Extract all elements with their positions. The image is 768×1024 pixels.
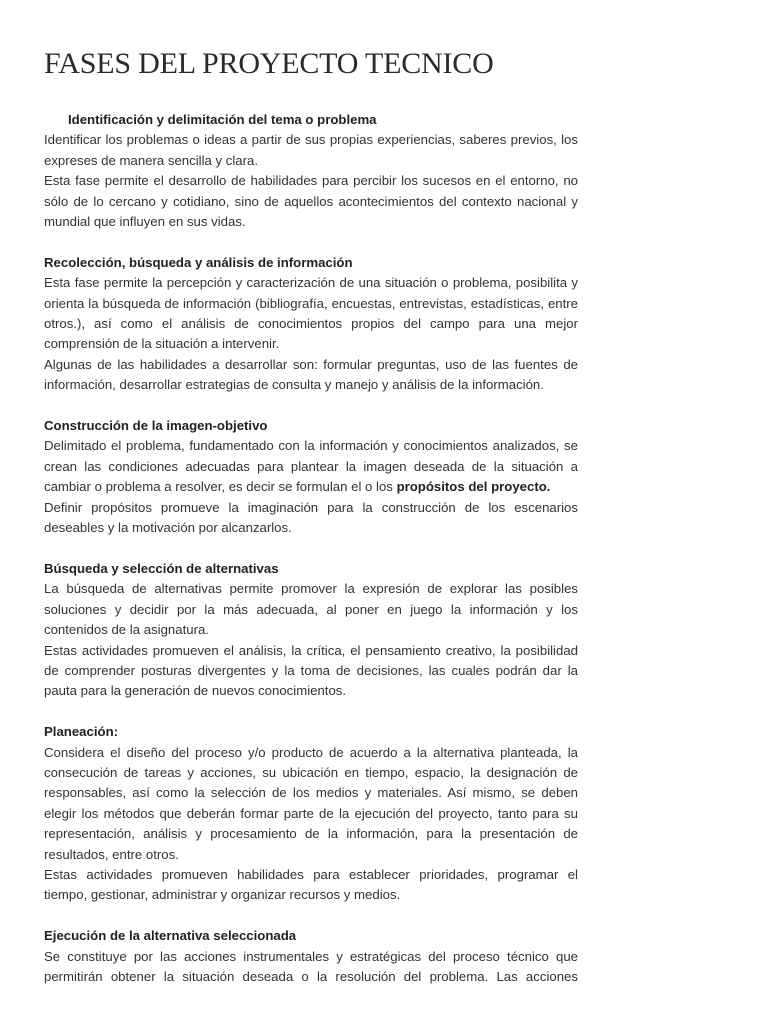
paragraph: Considera el diseño del proceso y/o producto de acuerdo a la alternativa planteada, la consecución de tareas y acciones, su ubicación en tiempo, espacio, la designación de responsables, así como la selección de los medios y materiales. Así mismo, se deben elegir los métodos que deberán formar parte de la ejecución del proyecto, tanto para su representación, análisis y procesamiento de la información, para la presentación de resultados, entre otros. — [44, 744, 578, 862]
section-heading: Construcción de la imagen-objetivo — [44, 418, 268, 434]
paragraph: Esta fase permite el desarrollo de habilidades para percibir los sucesos en el entorno, no sólo de lo cercano y cotidiano, sino de aquellos acontecimientos del contexto nacional y mundial que influyen en sus vidas. — [44, 173, 578, 230]
paragraph — [44, 436, 578, 497]
paragraph: Identificar los problemas o ideas a partir de sus propias experiencias, saberes previos, los expreses de manera sencilla y clara. — [44, 132, 578, 168]
paragraph: La búsqueda de alternativas permite promover la expresión de explorar las posibles soluciones y decidir por la más adecuada, al poner en juego la información y los contenidos de la asignatura. — [44, 581, 578, 638]
paragraph: Estas actividades promueven el análisis, la crítica, el pensamiento creativo, la posibilidad de comprender posturas divergentes y la toma de decisiones, las cuales podrán dar la pauta para la generación de nuevos conocimientos. — [44, 642, 578, 699]
section-recoleccion — [44, 253, 578, 396]
section-busqueda-seleccion — [44, 559, 578, 702]
section-heading: Búsqueda y selección de alternativas — [44, 560, 279, 576]
section-planeacion — [44, 722, 578, 906]
section-heading: Planeación: — [44, 724, 119, 740]
emphasized-text: propósitos del proyecto. — [396, 479, 551, 495]
section-identificacion — [44, 110, 578, 232]
section-heading: Recolección, búsqueda y análisis de información — [44, 254, 353, 270]
section-imagen-objetivo — [44, 416, 578, 538]
paragraph: Algunas de las habilidades a desarrollar son: formular preguntas, uso de las fuentes de información, desarrollar estrategias de consulta y manejo y análisis de la información. — [44, 356, 578, 393]
document-body — [44, 110, 578, 1008]
paragraph: Estas actividades promueven habilidades para establecer prioridades, programar el tiempo, gestionar, administrar y organizar recursos y medios. — [44, 866, 578, 903]
section-heading: Identificación y delimitación del tema o problema — [68, 112, 377, 127]
section-heading: Ejecución de la alternativa seleccionada — [44, 928, 297, 944]
page-title: FASES DEL PROYECTO TECNICO — [44, 47, 494, 80]
paragraph-text: Delimitado el problema, fundamentado con la información y conocimientos analizados, se crean las condiciones adecuadas para plantear la imagen deseada de la situación a cambiar o problema a resolver, es decir se formulan el o los — [44, 438, 578, 495]
paragraph: Se constituye por las acciones instrumentales y estratégicas del proceso técnico que permitirán obtener la situación deseada o la resolución del problema. Las acciones — [44, 948, 578, 984]
paragraph: Esta fase permite la percepción y caracterización de una situación o problema, posibilita y orienta la búsqueda de información (bibliografía, encuestas, entrevistas, estadísticas, entre otros.), así como el análisis de conocimientos propios del campo para una mejor comprensión de la situación a intervenir. — [44, 275, 578, 352]
paragraph: Definir propósitos promueve la imaginación para la construcción de los escenarios deseables y la motivación por alcanzarlos. — [44, 499, 578, 536]
section-ejecucion — [44, 926, 578, 987]
